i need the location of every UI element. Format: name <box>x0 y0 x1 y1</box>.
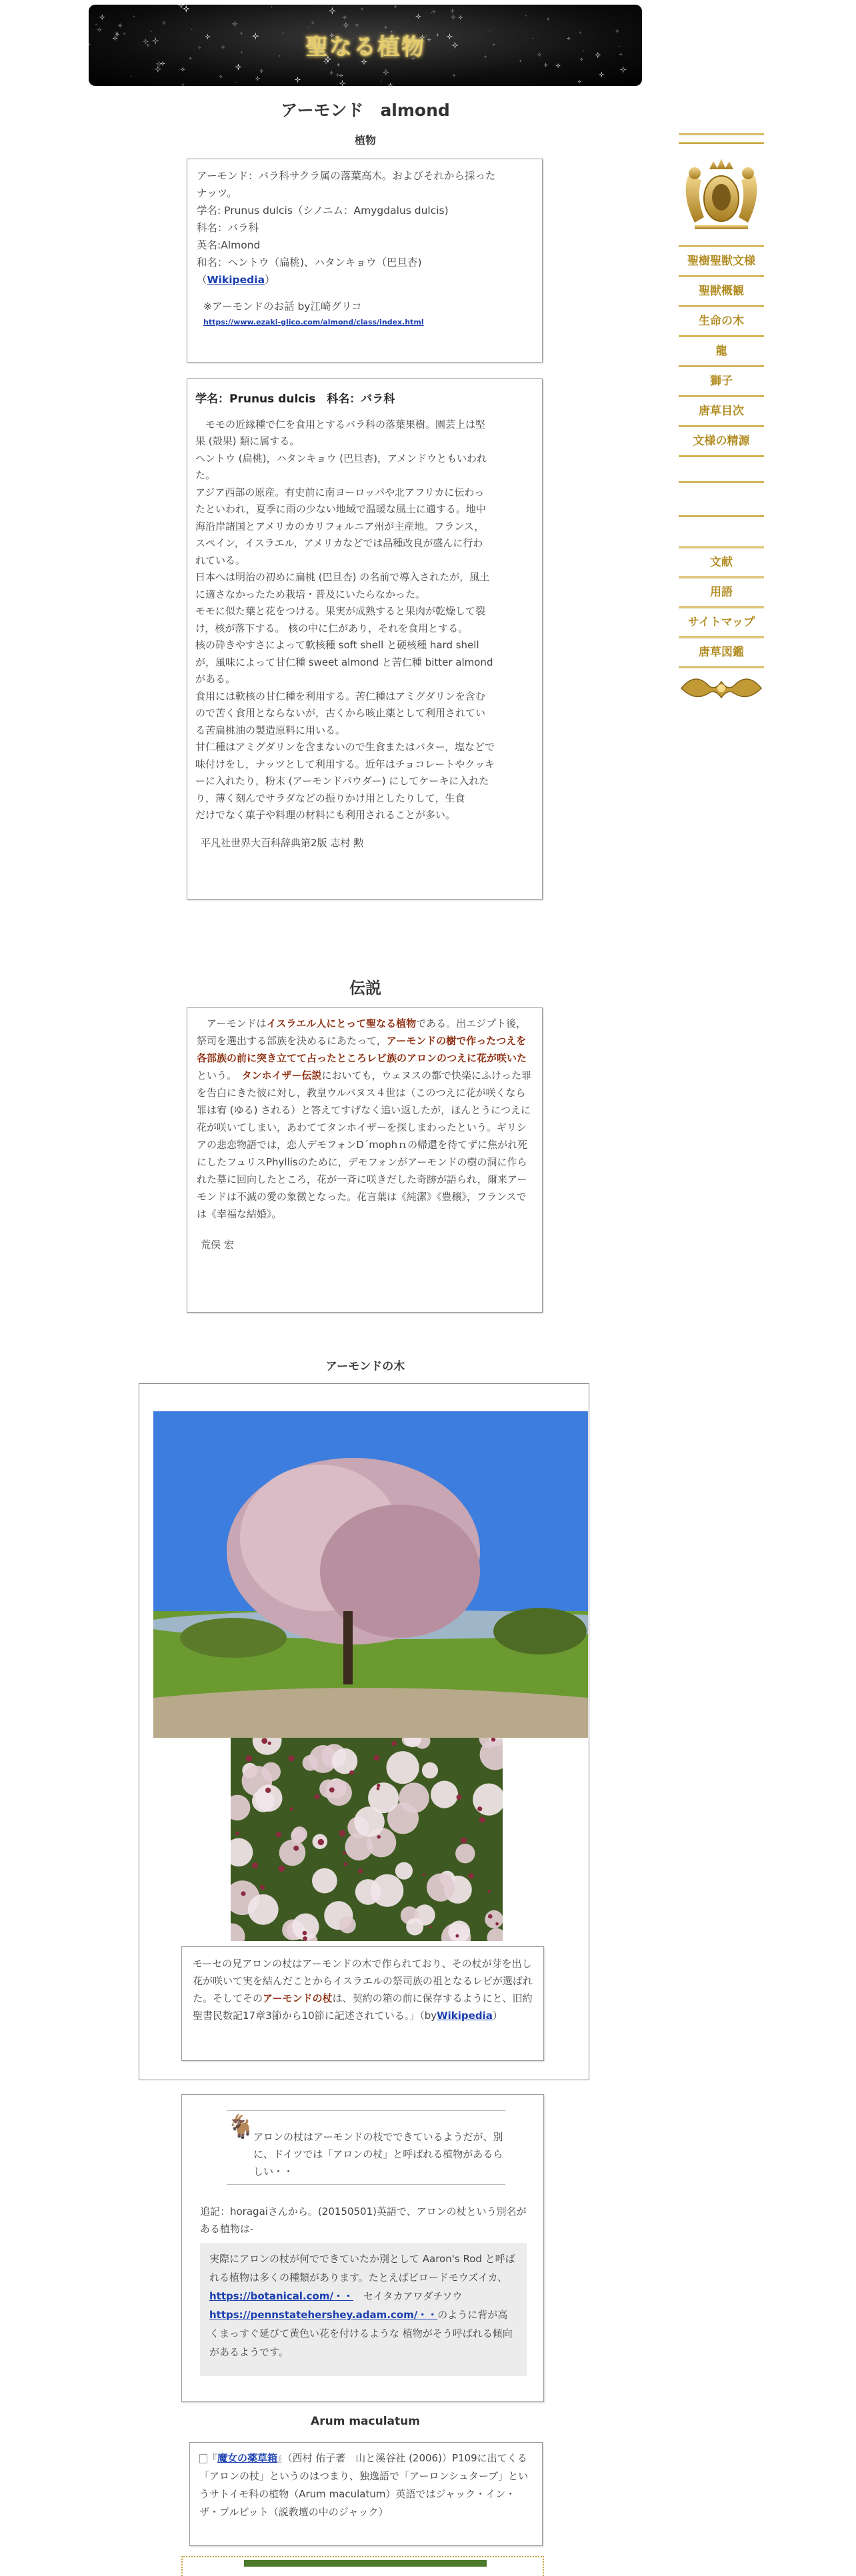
encyclopedia-line: 食用には軟核の甘仁種を利用する。苦仁種はアミグダリンを含む <box>195 690 485 702</box>
encyclopedia-line: る苦扁桃油の製造原料に用いる。 <box>195 724 346 736</box>
nav-item[interactable]: 唐草目次 <box>699 404 744 418</box>
broken-image-icon <box>199 2454 207 2463</box>
section-heading-legend: 伝説 <box>349 979 381 997</box>
ornament-scroll-icon <box>675 668 768 708</box>
site-title: 聖なる植物 <box>305 34 425 61</box>
wikipedia-line: （Wikipedia） <box>197 274 275 286</box>
encyclopedia-line: ーに入れたり，粉末 (アーモンドパウダー) にしてケーキに入れた <box>195 775 489 787</box>
encyclopedia-line: ヘントウ (扁桃)，ハタンキョウ (巴旦杏)，アメンドウともいわれ <box>195 452 487 464</box>
aaron-rod-note-text: アロンの杖はアーモンドの枝でできているようだが、別に、ドイツでは「アロンの杖」と呼ばれる植物があるらしい・・ <box>253 2131 503 2178</box>
intro-line: 和名：ヘントウ（扁桃)、ハタンキョウ（巴旦杏) <box>197 257 422 269</box>
book-link[interactable]: 魔女の薬草箱 <box>217 2452 278 2464</box>
nav-item[interactable]: 聖樹聖獣文様 <box>687 255 755 268</box>
encyclopedia-line: だけでなく菓子や料理の材料にも利用されることが多い。 <box>195 809 456 821</box>
figure-icon: 🐐 <box>227 2114 255 2140</box>
section-heading-plants: 植物 <box>354 134 376 147</box>
tree-caption-text: モーセの兄アロンの杖はアーモンドの木で作られており、その杖が芽を出し花が咲いて実を結んだことからイスラエルの祭司族の祖となるレビが選ばれた。そしてそのアーモンドの杖は、契約の箱の前に保存するようにと、旧約聖書民数記17章3節から10節に記述されている。」（byWikipedia） <box>193 1958 533 2022</box>
intro-line: 科名：バラ科 <box>197 222 259 234</box>
encyclopedia-line: れている。 <box>195 554 246 566</box>
encyclopedia-source: 平凡社世界大百科辞典第2版 志村 勲 <box>201 836 364 849</box>
botanical-link[interactable]: https://botanical.com/・・ <box>209 2290 353 2302</box>
legend-text: アーモンドはイスラエル人にとって聖なる植物である。出エジプト後，祭司を選出する部族を決めるにあたって，アーモンドの樹で作ったつえを各部族の前に突き立てて占ったところレビ族のアロンのつえに花が咲いたという。 タンホイザー伝説においても，ウェヌスの都で快楽にふけった罪を告白にきた彼に対し，教皇ウルバヌス４世は（このつえに花が咲くなら罪は宥 (ゆる) される）と答えてすげなく追い返したが，ほんとうにつえに花が咲いてしまい，あわててタンホイザーを探しまわったという。ギリシアの悲恋物語では，恋人デモフォンD´mophｎの帰還を待てずに焦がれ死にしたフュリスPhyllisのために，デモフォンがアーモンドの樹の洞に作られた墓に回向したところ，花が一斉に咲きだした奇跡が語られ，爾来アーモンドは不滅の愛の象徴となった。花言葉は《純潔》《豊穣》，フランスでは《幸福な結婚》。 <box>197 1017 531 1220</box>
almond-blossom-photo <box>231 1738 503 1941</box>
encyclopedia-line: 海沿岸諸国とアメリカのカリフォルニア州が主産地。フランス， <box>195 520 485 532</box>
encyclopedia-line: 甘仁種はアミグダリンを含まないので生食またはバター，塩などで <box>195 741 495 753</box>
encyclopedia-line: 味付けをし，ナッツとして利用する。近年はチョコレートやクッキ <box>195 758 495 770</box>
addendum-text: 追記：horagaiさんから。(20150501)英語で、アロンの杖という別名がある植物は- <box>200 2206 527 2235</box>
intro-box <box>187 159 543 362</box>
ezaki-link[interactable]: https://www.ezaki-glico.com/almond/class/index.html <box>203 318 424 326</box>
encyclopedia-line: がある。 <box>195 673 236 685</box>
side-navigation <box>675 133 768 711</box>
lion-crest-icon <box>675 156 768 236</box>
ezaki-note: ※アーモンドのお話 by江崎グリコ <box>203 301 362 313</box>
arum-box: 『魔女の薬草箱』（西村 佑子著 山と溪谷社 (2006)）P109に出てくる「アロンの杖」というのはつまり、独逸語で「アーロンシュターブ」というサトイモ科の植物（Arum maculatum）英語ではジャック・イン・ザ・プルピット（説教壇の中のジャック） <box>189 2442 543 2546</box>
nav-item[interactable]: 用語 <box>710 586 733 599</box>
encyclopedia-line: 日本へは明治の初めに扁桃 (巴旦杏) の名前で導入されたが，風土 <box>195 571 490 583</box>
nav-item[interactable]: 唐草図鑑 <box>699 646 744 659</box>
encyclopedia-text <box>195 416 534 824</box>
encyclopedia-line: ので苦く食用とならないが，古くから咳止薬として利用されてい <box>195 707 486 719</box>
encyclopedia-title: 学名：Prunus dulcis 科名：バラ科 <box>195 392 395 406</box>
encyclopedia-line: り，薄く刻んでサラダなどの振りかけ用としたりして，生食 <box>195 792 465 804</box>
section-heading-arum: Arum maculatum <box>311 2415 420 2428</box>
encyclopedia-line: が，風味によって甘仁種 sweet almond と苦仁種 bitter almond <box>195 656 493 668</box>
encyclopedia-line: 核の砕きやすさによって軟核種 soft shell と硬核種 hard shell <box>195 639 479 651</box>
tree-caption-box <box>181 1946 544 2061</box>
encyclopedia-line: モモの近縁種で仁を食用とするバラ科の落葉果樹。園芸上は堅 <box>195 418 486 430</box>
next-image-top <box>244 2560 487 2567</box>
nav-item[interactable]: 文献 <box>710 556 733 569</box>
encyclopedia-line: アジア西部の原産。有史前に南ヨーロッパや北アフリカに伝わっ <box>195 486 485 498</box>
encyclopedia-box <box>187 378 543 900</box>
legend-box <box>187 1007 543 1313</box>
nav-item[interactable]: 生命の木 <box>699 315 744 328</box>
page-title: アーモンド almond <box>281 101 450 120</box>
intro-line: アーモンド：バラ科サクラ属の落葉高木。およびそれから採った <box>197 170 496 182</box>
aaron-rod-note <box>227 2110 505 2185</box>
nav-item[interactable]: 聖獣概観 <box>699 285 744 298</box>
nav-item[interactable]: 文様の精源 <box>693 434 750 448</box>
encyclopedia-line: たといわれ，夏季に雨の少ない地域で温暖な風土に適する。地中 <box>195 503 486 515</box>
nav-item[interactable]: 龍 <box>715 344 727 358</box>
legend-author: 荒俣 宏 <box>201 1239 234 1251</box>
quote-block: 実際にアロンの杖が何でできていたか別として Aaron's Rod と呼ばれる植物は多くの種類があります。たとえばビロードモウズイカ、https://botanical.com/・・ セイタカアワダチソウhttps://pennstatehershey.adam.com/・・のように背が高くまっすぐ延びて黄色い花を付けるような 植物がそう呼ばれる傾向があるようです。 <box>200 2243 527 2376</box>
encyclopedia-line: け，核が落下する。 核の中に仁があり，それを食用とする。 <box>195 622 469 634</box>
nav-item[interactable]: 獅子 <box>710 374 733 388</box>
intro-line: 英名:Almond <box>197 239 261 251</box>
intro-line: ナッツ。 <box>197 187 237 199</box>
pennstate-link[interactable]: https://pennstatehershey.adam.com/・・ <box>209 2309 438 2321</box>
encyclopedia-line: に適さなかったため栽培・普及にいたらなかった。 <box>195 588 426 600</box>
nav-item[interactable]: サイトマップ <box>687 616 755 629</box>
encyclopedia-line: た。 <box>195 469 216 481</box>
encyclopedia-line: 果 (殻果) 類に属する。 <box>195 435 300 447</box>
section-heading-tree: アーモンドの木 <box>325 1360 405 1373</box>
header-banner <box>89 5 642 86</box>
intro-line: 学名: Prunus dulcis（シノニム：Amygdalus dulcis) <box>197 205 449 217</box>
wikipedia-link[interactable]: Wikipedia <box>207 274 265 286</box>
encyclopedia-line: モモに似た葉と花をつける。果実が成熟すると果肉が乾燥して裂 <box>195 605 486 617</box>
wikipedia-link-2[interactable]: Wikipedia <box>437 2010 493 2022</box>
almond-tree-photo <box>153 1411 588 1738</box>
encyclopedia-line: スペイン，イスラエル，アメリカなどでは品種改良が盛んに行わ <box>195 537 483 549</box>
